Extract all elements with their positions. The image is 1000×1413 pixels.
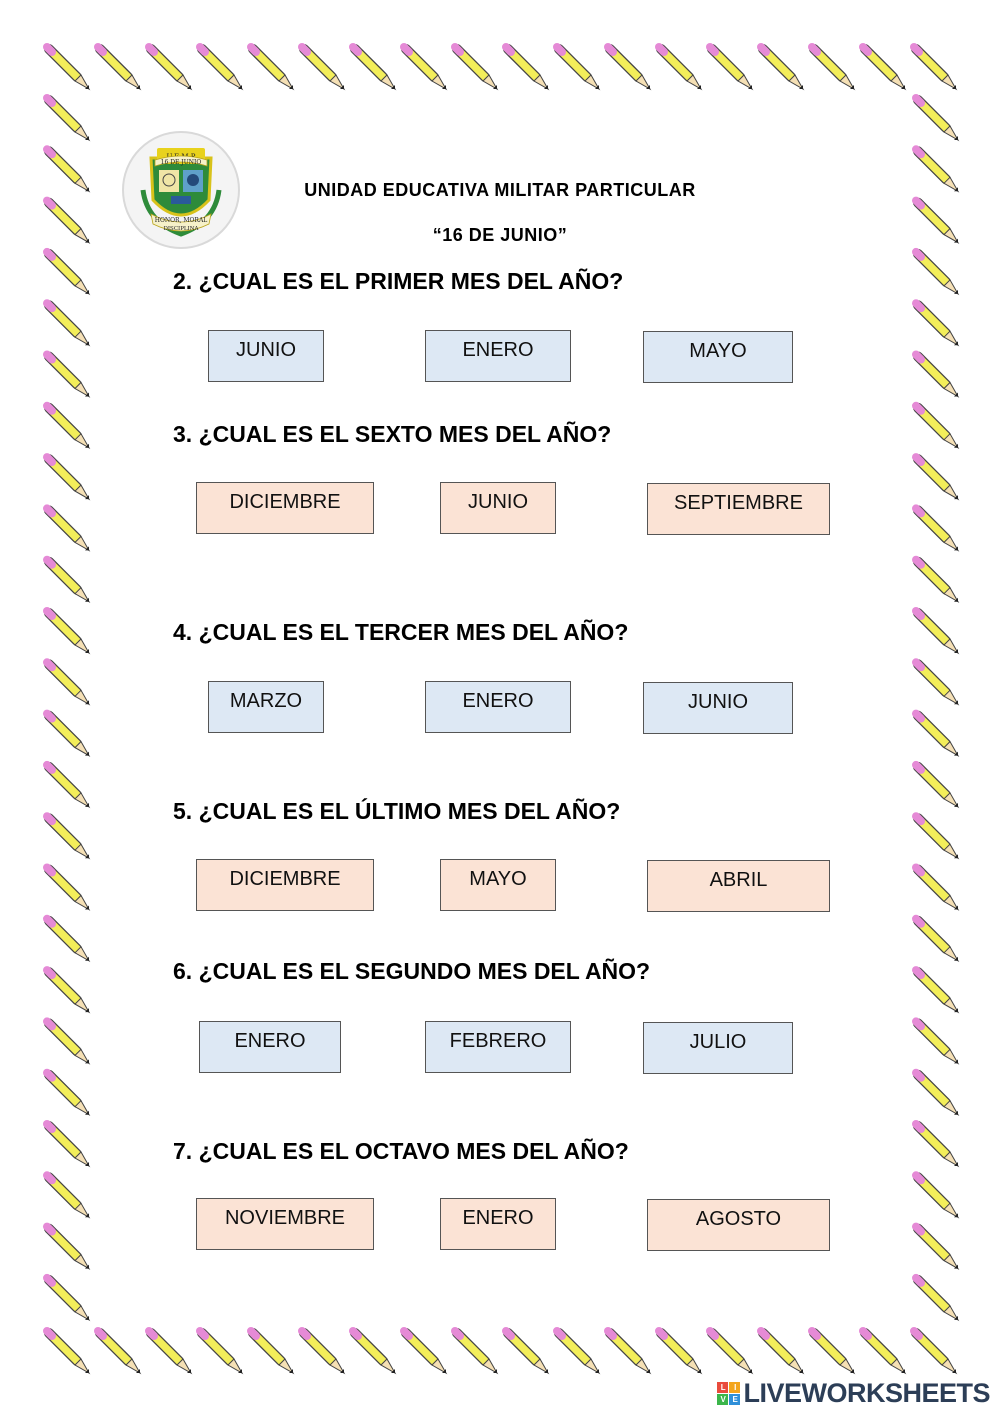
pencil-icon bbox=[506, 1331, 548, 1373]
answer-option[interactable]: AGOSTO bbox=[647, 1199, 830, 1251]
pencil-icon bbox=[47, 868, 89, 910]
pencil-icon bbox=[47, 919, 89, 961]
pencil-icon bbox=[47, 1073, 89, 1115]
pencil-icon bbox=[302, 1331, 344, 1373]
pencil-icon bbox=[863, 1331, 905, 1373]
pencil-icon bbox=[47, 355, 89, 397]
answer-option[interactable]: JUNIO bbox=[440, 482, 556, 534]
svg-text:16 DE JUNIO: 16 DE JUNIO bbox=[160, 159, 202, 166]
pencil-icon bbox=[47, 201, 89, 243]
answer-option[interactable]: SEPTIEMBRE bbox=[647, 483, 830, 535]
question-text: 4. ¿CUAL ES EL TERCER MES DEL AÑO? bbox=[173, 619, 629, 645]
pencil-icon bbox=[47, 1021, 89, 1063]
pencil-icon bbox=[47, 714, 89, 756]
pencil-icon bbox=[47, 47, 89, 89]
answer-option[interactable]: MARZO bbox=[208, 681, 324, 733]
pencil-icon bbox=[47, 98, 89, 140]
pencil-icon bbox=[916, 457, 958, 499]
answer-option[interactable]: ABRIL bbox=[647, 860, 830, 912]
pencil-icon bbox=[812, 47, 854, 89]
answer-option[interactable]: NOVIEMBRE bbox=[196, 1198, 374, 1250]
pencil-icon bbox=[916, 970, 958, 1012]
pencil-icon bbox=[47, 508, 89, 550]
pencil-icon bbox=[761, 1331, 803, 1373]
pencil-icon bbox=[557, 1331, 599, 1373]
question-text: 2. ¿CUAL ES EL PRIMER MES DEL AÑO? bbox=[173, 268, 624, 294]
pencil-icon bbox=[404, 1331, 446, 1373]
pencil-icon bbox=[916, 765, 958, 807]
pencil-icon bbox=[659, 1331, 701, 1373]
school-crest-logo bbox=[121, 130, 241, 250]
pencil-icon bbox=[455, 1331, 497, 1373]
answer-option[interactable]: JUNIO bbox=[643, 682, 793, 734]
pencil-icon bbox=[47, 662, 89, 704]
pencil-icon bbox=[916, 1021, 958, 1063]
pencil-icon bbox=[47, 1331, 89, 1373]
pencil-icon bbox=[47, 1175, 89, 1217]
pencil-icon bbox=[47, 611, 89, 653]
question-text: 6. ¿CUAL ES EL SEGUNDO MES DEL AÑO? bbox=[173, 958, 651, 984]
answer-option[interactable]: ENERO bbox=[440, 1198, 556, 1250]
question-text: 5. ¿CUAL ES EL ÚLTIMO MES DEL AÑO? bbox=[173, 798, 621, 824]
pencil-icon bbox=[47, 560, 89, 602]
pencil-icon bbox=[98, 1331, 140, 1373]
answer-option[interactable]: DICIEMBRE bbox=[196, 482, 374, 534]
pencil-icon bbox=[455, 47, 497, 89]
brand-text: LIVEWORKSHEETS bbox=[743, 1378, 990, 1408]
pencil-icon bbox=[47, 252, 89, 294]
pencil-icon bbox=[916, 560, 958, 602]
pencil-icon bbox=[47, 1227, 89, 1269]
pencil-icon bbox=[916, 662, 958, 704]
answer-option[interactable]: ENERO bbox=[199, 1021, 341, 1073]
answer-option[interactable]: DICIEMBRE bbox=[196, 859, 374, 911]
pencil-icon bbox=[47, 457, 89, 499]
pencil-icon bbox=[353, 47, 395, 89]
pencil-icon bbox=[916, 406, 958, 448]
pencil-icon bbox=[916, 714, 958, 756]
answer-option[interactable]: MAYO bbox=[643, 331, 793, 383]
pencil-icon bbox=[916, 508, 958, 550]
pencil-icon bbox=[506, 47, 548, 89]
pencil-icon bbox=[916, 98, 958, 140]
pencil-icon bbox=[916, 1278, 958, 1320]
answer-option[interactable]: FEBRERO bbox=[425, 1021, 571, 1073]
pencil-icon bbox=[761, 47, 803, 89]
pencil-icon bbox=[608, 47, 650, 89]
liveworksheets-brand[interactable] bbox=[717, 1378, 990, 1409]
pencil-icon bbox=[914, 47, 956, 89]
pencil-icon bbox=[47, 406, 89, 448]
svg-text:HONOR, MORAL: HONOR, MORAL bbox=[154, 217, 208, 224]
answer-option[interactable]: JUNIO bbox=[208, 330, 324, 382]
question-text: 3. ¿CUAL ES EL SEXTO MES DEL AÑO? bbox=[173, 421, 612, 447]
pencil-icon bbox=[916, 303, 958, 345]
pencil-icon bbox=[149, 1331, 191, 1373]
pencil-icon bbox=[47, 970, 89, 1012]
pencil-icon bbox=[98, 47, 140, 89]
pencil-icon bbox=[916, 1227, 958, 1269]
pencil-icon bbox=[916, 201, 958, 243]
pencil-icon bbox=[251, 47, 293, 89]
school-name: UNIDAD EDUCATIVA MILITAR PARTICULAR bbox=[304, 180, 696, 200]
pencil-icon bbox=[916, 611, 958, 653]
answer-option[interactable]: ENERO bbox=[425, 681, 571, 733]
pencil-icon bbox=[149, 47, 191, 89]
pencil-icon bbox=[916, 149, 958, 191]
pencil-icon bbox=[47, 303, 89, 345]
pencil-icon bbox=[916, 816, 958, 858]
pencil-icon bbox=[200, 47, 242, 89]
pencil-icon bbox=[916, 868, 958, 910]
pencil-icon bbox=[200, 1331, 242, 1373]
pencil-icon bbox=[608, 1331, 650, 1373]
pencil-icon bbox=[916, 919, 958, 961]
pencil-icon bbox=[916, 1073, 958, 1115]
pencil-icon bbox=[916, 1124, 958, 1166]
pencil-icon bbox=[914, 1331, 956, 1373]
pencil-icon bbox=[659, 47, 701, 89]
pencil-icon bbox=[557, 47, 599, 89]
pencil-icon bbox=[710, 47, 752, 89]
pencil-icon bbox=[916, 1175, 958, 1217]
pencil-icon bbox=[916, 355, 958, 397]
pencil-icon bbox=[302, 47, 344, 89]
pencil-icon bbox=[47, 816, 89, 858]
question-text: 7. ¿CUAL ES EL OCTAVO MES DEL AÑO? bbox=[173, 1138, 629, 1164]
pencil-icon bbox=[863, 47, 905, 89]
answer-option[interactable]: ENERO bbox=[425, 330, 571, 382]
pencil-icon bbox=[47, 765, 89, 807]
school-subtitle: “16 DE JUNIO” bbox=[432, 225, 568, 245]
pencil-icon bbox=[916, 252, 958, 294]
pencil-icon bbox=[47, 1124, 89, 1166]
pencil-icon bbox=[353, 1331, 395, 1373]
answer-option[interactable]: JULIO bbox=[643, 1022, 793, 1074]
answer-option[interactable]: MAYO bbox=[440, 859, 556, 911]
liveworksheets-logo-icon: L I V E bbox=[717, 1382, 740, 1405]
pencil-icon bbox=[47, 149, 89, 191]
pencil-icon bbox=[251, 1331, 293, 1373]
pencil-icon bbox=[404, 47, 446, 89]
pencil-icon bbox=[710, 1331, 752, 1373]
pencil-icon bbox=[47, 1278, 89, 1320]
pencil-icon bbox=[812, 1331, 854, 1373]
svg-text:DISCIPLINA: DISCIPLINA bbox=[163, 226, 199, 232]
